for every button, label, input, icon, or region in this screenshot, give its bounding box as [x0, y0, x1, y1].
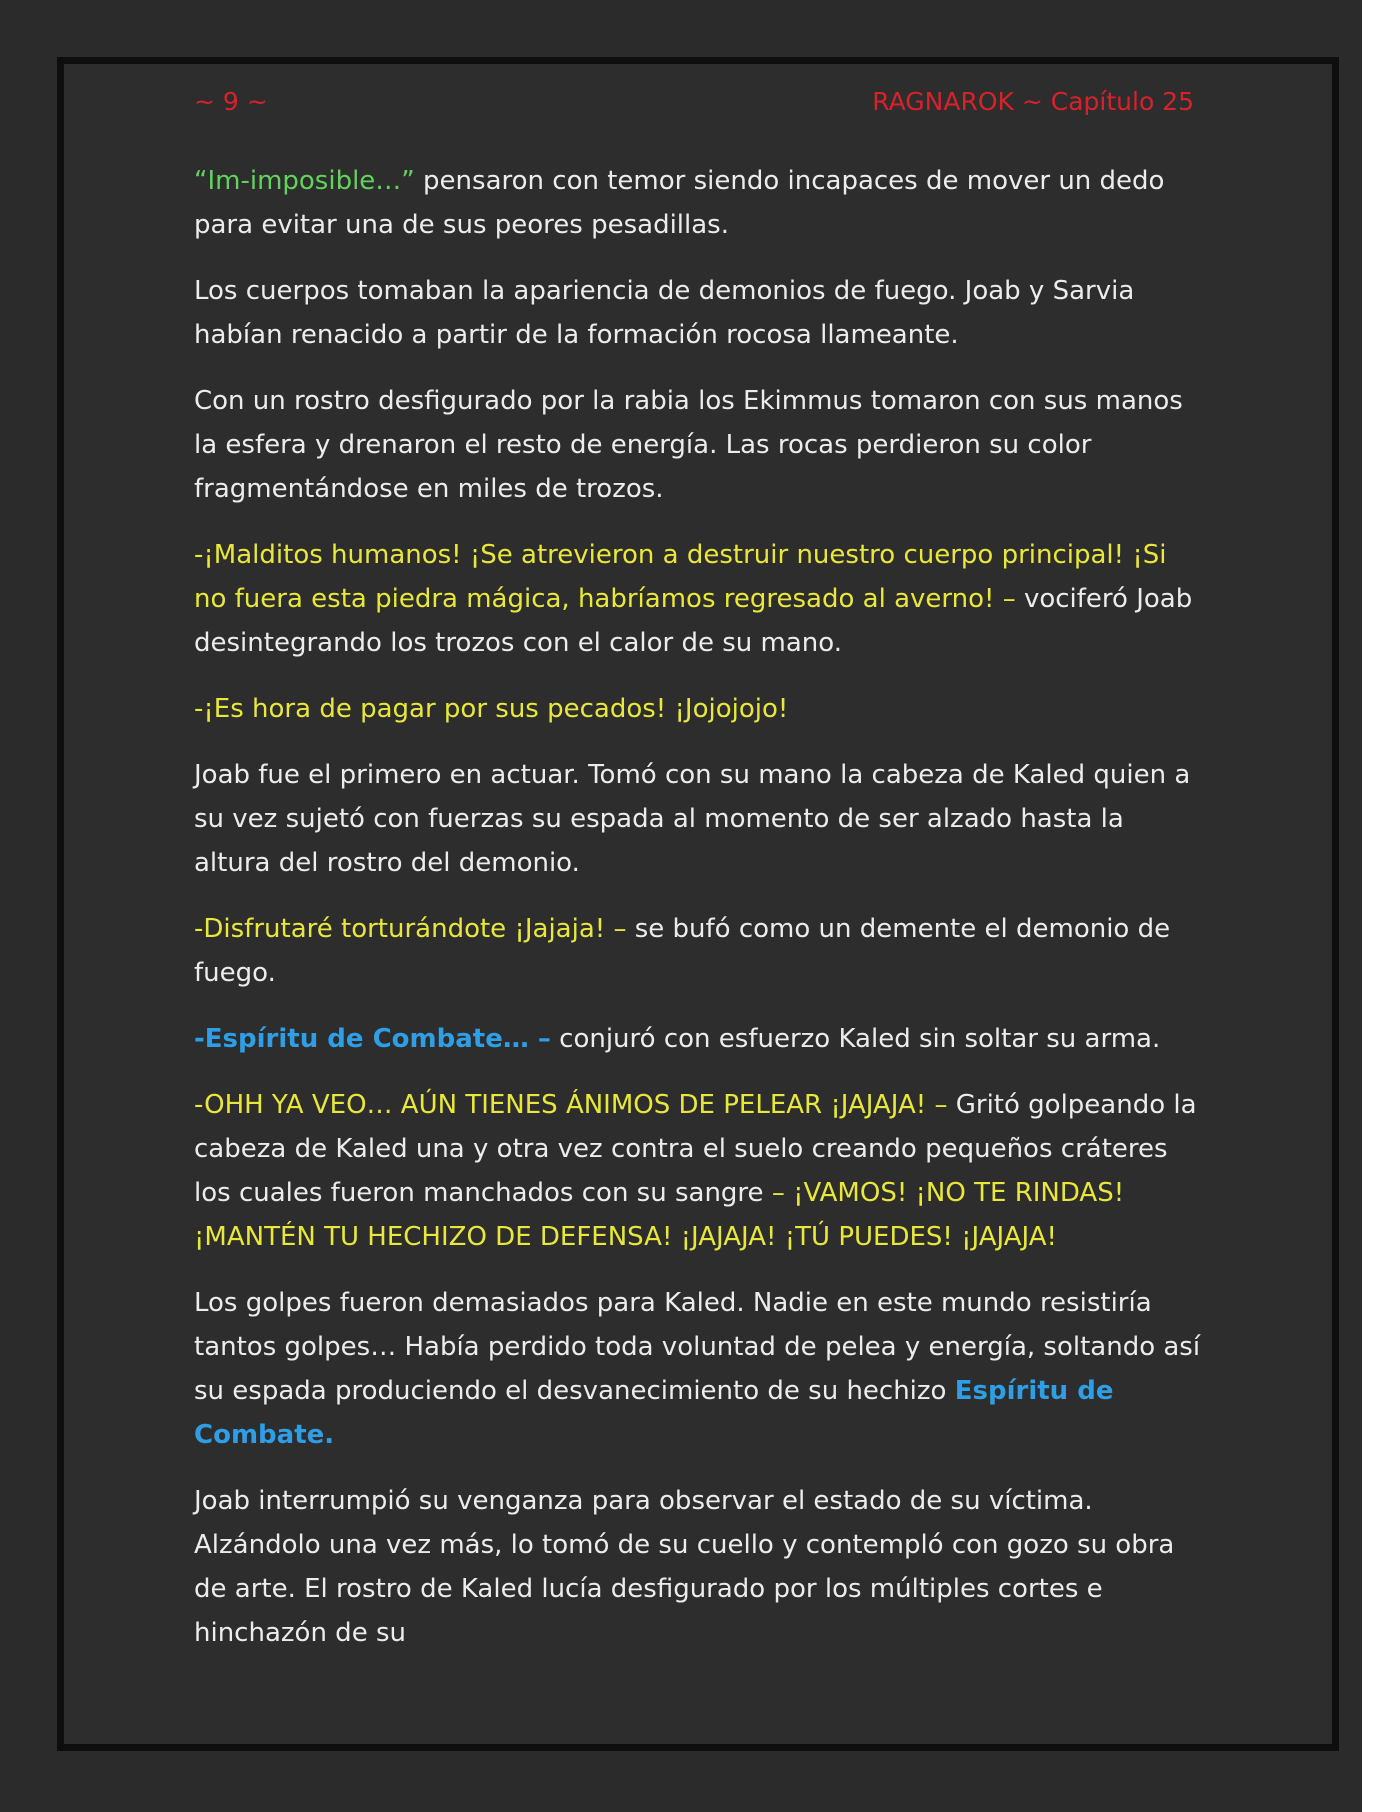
page-header	[194, 86, 1194, 118]
narration-text: conjuró con esfuerzo Kaled sin soltar su arma.	[550, 1024, 1161, 1054]
narration-text: pensaron con temor siendo incapaces de mover un dedo para evitar una de sus peores pesadillas.	[194, 166, 1165, 240]
narration-text: Joab fue el primero en actuar. Tomó con su mano la cabeza de Kaled quien a su vez sujetó con fuerzas su espada al momento de ser alzado hasta la altura del rostro del demonio.	[194, 760, 1191, 878]
paragraph	[194, 379, 1204, 511]
spell-text: -Espíritu de Combate… –	[194, 1024, 551, 1054]
narration-text: vociferó Joab desintegrando los trozos con el calor de su mano.	[194, 584, 1193, 658]
narration-text: Los cuerpos tomaban la apariencia de demonios de fuego. Joab y Sarvia habían renacido a partir de la formación rocosa llameante.	[194, 276, 1135, 350]
dialogue-text: – ¡VAMOS! ¡NO TE RINDAS! ¡MANTÉN TU HECHIZO DE DEFENSA! ¡JAJAJA! ¡TÚ PUEDES! ¡JAJAJA!	[194, 1178, 1125, 1252]
page-edge-strip	[1362, 0, 1400, 1812]
narration-text: Joab interrumpió su venganza para observar el estado de su víctima. Alzándolo una vez más, lo tomó de su cuello y contempló con gozo su obra de arte. El rostro de Kaled lucía desfigurado por los múltiples cortes e hinchazón de su	[194, 1486, 1175, 1648]
dialogue-text: -Disfrutaré torturándote ¡Jajaja! –	[194, 914, 627, 944]
page-number: ~ 9 ~	[194, 87, 268, 116]
paragraph	[194, 1017, 1204, 1061]
dialogue-text: -OHH YA VEO… AÚN TIENES ÁNIMOS DE PELEAR ¡JAJAJA! –	[194, 1090, 948, 1120]
paragraph	[194, 687, 1204, 731]
thought-text: “Im-imposible…”	[194, 166, 415, 196]
paragraph	[194, 159, 1204, 247]
paragraph	[194, 1479, 1204, 1655]
dialogue-text: -¡Es hora de pagar por sus pecados! ¡Jojojojo!	[194, 694, 789, 724]
spell-text: Espíritu de Combate.	[194, 1376, 1114, 1450]
paragraph	[194, 269, 1204, 357]
story-text	[194, 159, 1204, 1677]
dialogue-text: -¡Malditos humanos! ¡Se atrevieron a destruir nuestro cuerpo principal! ¡Si no fuera esta piedra mágica, habríamos regresado al averno! –	[194, 540, 1167, 614]
paragraph	[194, 907, 1204, 995]
paragraph	[194, 1281, 1204, 1457]
narration-text: Gritó golpeando la cabeza de Kaled una y otra vez contra el suelo creando pequeños cráteres los cuales fueron manchados con su sangre	[194, 1090, 1197, 1208]
narration-text: se bufó como un demente el demonio de fuego.	[194, 914, 1171, 988]
paragraph	[194, 753, 1204, 885]
paragraph	[194, 533, 1204, 665]
paragraph	[194, 1083, 1204, 1259]
narration-text: Los golpes fueron demasiados para Kaled. Nadie en este mundo resistiría tantos golpes… Había perdido toda voluntad de pelea y energía, soltando así su espada produciendo el desvanecimiento de su hechizo	[194, 1288, 1201, 1406]
running-title: RAGNAROK ~ Capítulo 25	[872, 87, 1194, 116]
narration-text: Con un rostro desfigurado por la rabia los Ekimmus tomaron con sus manos la esfera y drenaron el resto de energía. Las rocas perdieron su color fragmentándose en miles de trozos.	[194, 386, 1183, 504]
